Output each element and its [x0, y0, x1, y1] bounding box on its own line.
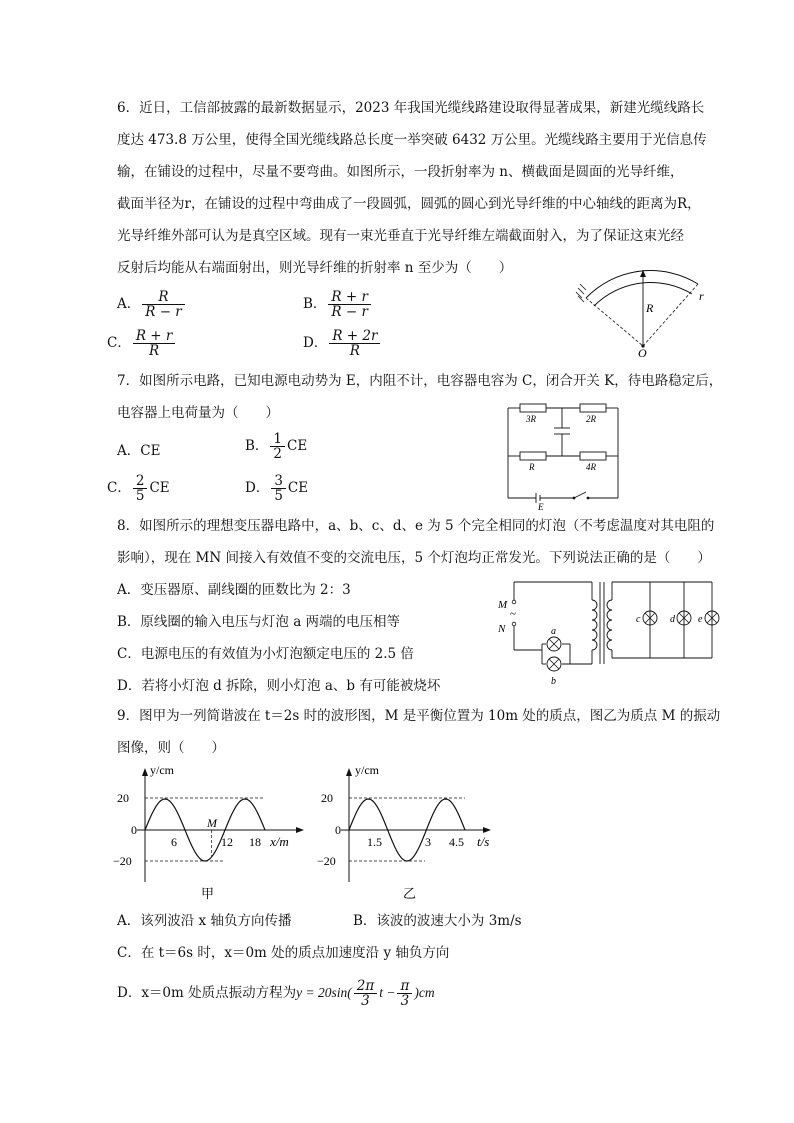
jia-caption: 甲	[201, 886, 215, 901]
yi-xtick-3: 3	[425, 835, 431, 849]
q8-label-d: d	[670, 614, 675, 625]
yi-xtick-1.5: 1.5	[367, 835, 382, 849]
q8-line-2: 影响），现在 MN 间接入有效值不变的交流电压，5 个灯泡均正常发光。下列说法正确的是（ ）	[117, 550, 711, 566]
q8-label-b: b	[551, 676, 556, 687]
q6-line-5: 光导纤维外部可认为是真空区域。现有一束光垂直于光导纤维左端截面射入，为了保证这束光经	[117, 228, 684, 244]
q7-label-E: E	[538, 502, 544, 512]
jia-ytick-0: 0	[131, 823, 137, 837]
q7-label-3R: 3R	[526, 414, 536, 424]
q8-label-e: e	[698, 614, 703, 625]
q6-option-a[interactable]: A． $\frac{R}{R - r}$	[117, 290, 187, 319]
q8-option-b[interactable]: B．原线圈的输入电压与灯泡 a 两端的电压相等	[117, 614, 401, 630]
q8-option-d[interactable]: D．若将小灯泡 d 拆除，则小灯泡 a、b 有可能被烧坏	[117, 678, 441, 694]
jia-point-M: M	[207, 816, 217, 830]
q8-label-N: N	[498, 623, 506, 635]
q7-option-d[interactable]: D． $\frac{3}{5}$ CE	[245, 473, 309, 504]
jia-ytick-neg20: −20	[113, 854, 132, 868]
q9-option-a[interactable]: A．该列波沿 x 轴负方向传播	[117, 913, 292, 929]
q9-line-1: 9．图甲为一列简谐波在 t＝2s 时的波形图，M 是平衡位置为 10m 处的质点，图乙为质点 M 的振动	[117, 708, 721, 724]
q6-line-3: 输，在铺设的过程中，尽量不要弯曲。如图所示，一段折射率为 n、横截面是圆面的光导纤维，	[117, 164, 684, 180]
q6-line-1: 6．近日，工信部披露的最新数据显示，2023 年我国光缆线路建设取得显著成果，新建光缆线路长	[117, 100, 705, 116]
q6-option-c[interactable]: C． $\frac{R + r}{R}$	[107, 329, 177, 358]
yi-xtick-4.5: 4.5	[449, 835, 464, 849]
yi-ytick-20: 20	[321, 791, 333, 805]
q8-label-tilde: ~	[510, 608, 516, 620]
q7-option-b[interactable]: B． $\frac{1}{2}$ CE	[245, 431, 308, 462]
q8-option-c[interactable]: C．电源电压的有效值为小灯泡额定电压的 2.5 倍	[117, 646, 414, 662]
q7-label-2R: 2R	[586, 414, 596, 424]
q7-line-2: 电容器上电荷量为（ ）	[117, 405, 279, 421]
q6-fiber-figure	[568, 258, 718, 358]
q8-option-a[interactable]: A．变压器原、副线圈的匝数比为 2：3	[117, 582, 351, 598]
q6-option-d[interactable]: D． $\frac{R + 2r}{R}$	[303, 329, 382, 358]
yi-ylabel: y/cm	[355, 763, 379, 777]
jia-xlabel: x/m	[270, 834, 289, 849]
q8-transformer-figure	[494, 578, 724, 690]
yi-xlabel: t/s	[477, 834, 490, 849]
q6-line-2: 度达 473.8 万公里，使得全国光缆线路总长度一举突破 6432 万公里。光缆线路主要用于光信息传	[117, 132, 707, 148]
q9-option-b[interactable]: B．该波的波速大小为 3m/s	[353, 913, 522, 929]
q7-label-4R: 4R	[586, 462, 596, 472]
q6-label-r: r	[699, 289, 704, 303]
q9-line-2: 图像，则（ ）	[117, 740, 225, 756]
q7-circuit-figure	[500, 400, 625, 512]
q7-label-R: R	[529, 462, 535, 472]
q6-label-R: R	[646, 301, 654, 315]
jia-xtick-12: 12	[221, 835, 233, 849]
q7-line-1: 7．如图所示电路，已知电源电动势为 E，内阻不计，电容器电容为 C，闭合开关 K，待电路稳定后，	[117, 373, 723, 389]
q8-label-c: c	[636, 614, 641, 625]
q6-line-6: 反射后均能从右端面射出，则光导纤维的折射率 n 至少为（ ）	[117, 260, 513, 276]
q7-option-c[interactable]: C． $\frac{2}{5}$ CE	[107, 473, 170, 504]
jia-ylabel: y/cm	[150, 763, 174, 777]
wave-chart-yi	[315, 762, 505, 902]
q8-line-1: 8．如图所示的理想变压器电路中，a、b、c、d、e 为 5 个完全相同的灯泡（不考虑温度对其电阻的	[117, 518, 715, 534]
jia-ytick-20: 20	[117, 791, 129, 805]
yi-caption: 乙	[403, 886, 417, 901]
q9-option-d[interactable]: D．x＝0m 处质点振动方程为y = 20sin( $\frac{2\pi}{3}$ t − $\frac{\pi}{3}$ )cm	[117, 978, 435, 1009]
q8-label-a: a	[551, 626, 556, 637]
q6-option-b[interactable]: B． $\frac{R + r}{R - r}$	[303, 290, 373, 319]
q7-option-a[interactable]: A．CE	[117, 443, 161, 459]
q9-option-c[interactable]: C．在 t＝6s 时，x＝0m 处的质点加速度沿 y 轴负方向	[117, 945, 450, 961]
q6-label-O: O	[638, 346, 647, 360]
q8-label-M: M	[498, 599, 508, 611]
wave-chart-jia	[115, 762, 315, 902]
yi-ytick-neg20: −20	[317, 854, 336, 868]
yi-ytick-0: 0	[335, 823, 341, 837]
jia-xtick-6: 6	[171, 835, 177, 849]
jia-xtick-18: 18	[249, 835, 261, 849]
q6-line-4: 截面半径为r，在铺设的过程中弯曲成了一段圆弧，圆弧的圆心到光导纤维的中心轴线的距离为R，	[117, 196, 701, 212]
